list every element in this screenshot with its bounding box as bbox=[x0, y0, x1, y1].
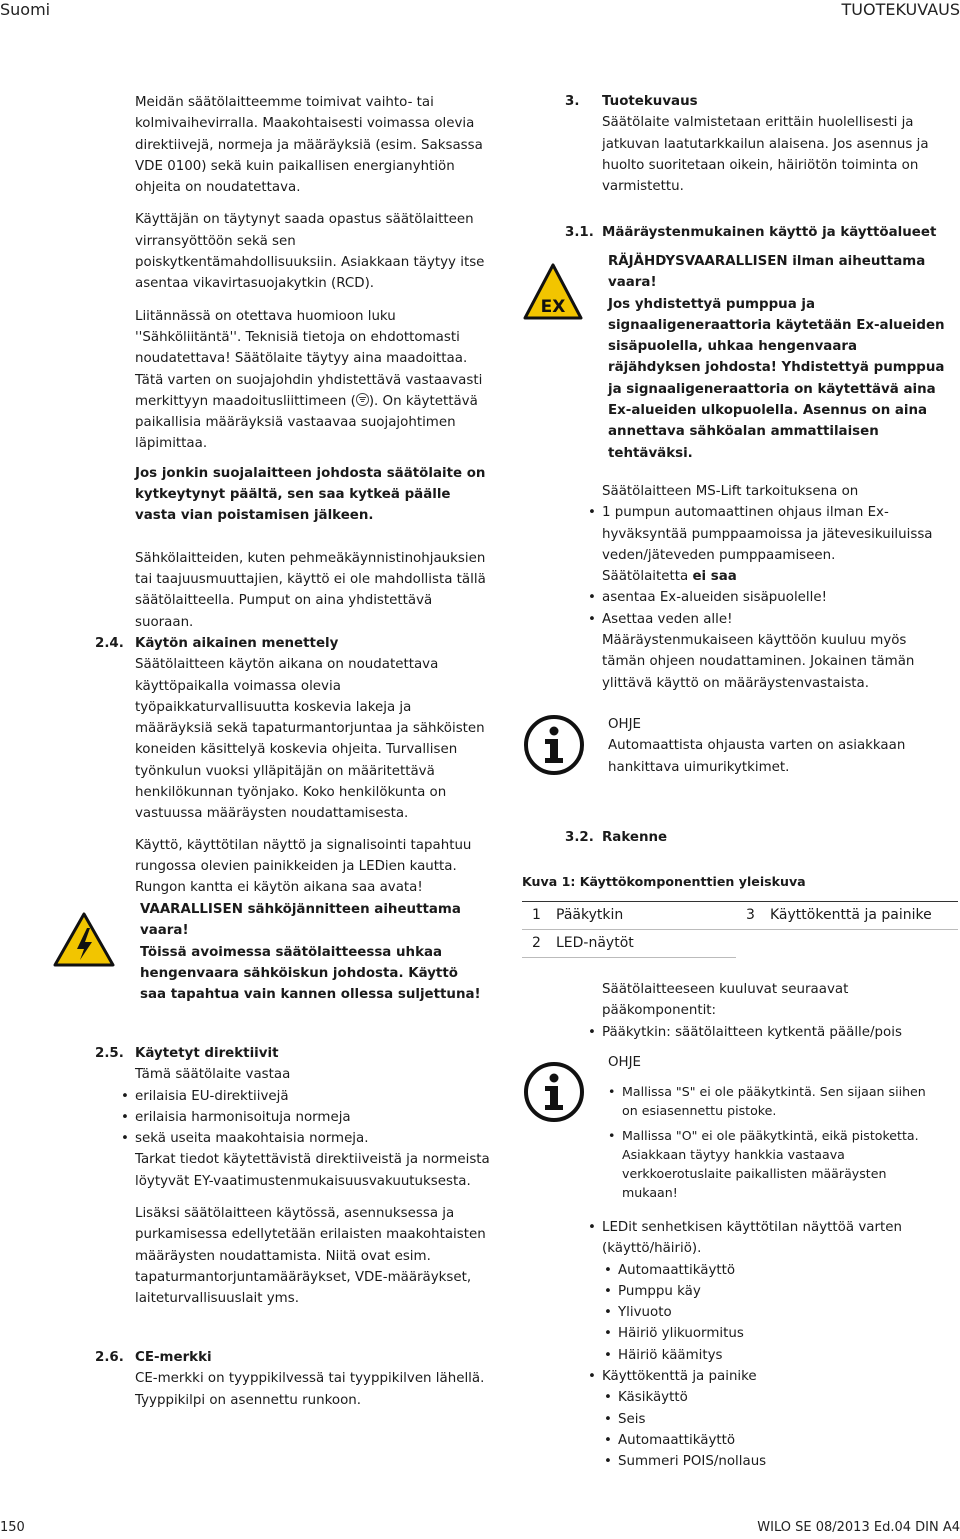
section-2-4 bbox=[135, 633, 487, 899]
paragraph-protection-bold: Jos jonkin suojalaitteen johdosta säätölaite on kytkeytynyt päältä, sen saa kytkeä päälle vasta vian poistamisen jälkeen. bbox=[135, 465, 486, 524]
explosion-warning-icon bbox=[522, 262, 584, 322]
voltage-warning-text: Töissä avoimessa säätölaitteessa uhkaa hengenvaara sähköiskun johdosta. Käyttö saa tapahtua vain kannen ollessa suljettuna! bbox=[140, 944, 481, 1003]
explosion-warning-title: RÄJÄHDYSVAARALLISEN ilman aiheuttama vaara! bbox=[608, 254, 926, 291]
section-number-3-2: 3.2. bbox=[565, 830, 594, 845]
section-3 bbox=[602, 91, 950, 197]
info-icon bbox=[522, 713, 586, 777]
section-title-3-2: Rakenne bbox=[602, 830, 668, 845]
paragraph-electrical-devices: Sähkölaitteiden, kuten pehmeäkäynnistinohjauksien tai taajuusmuuttajien, käyttö ei ole mahdollista tällä säätölaitteella. Pumput on aina yhdistettävä suoraan. bbox=[135, 550, 486, 630]
panel-sublist bbox=[604, 1387, 950, 1472]
list-item: • Summeri POIS/nollaus bbox=[604, 1451, 950, 1472]
use-intro: Säätölaitteen MS-Lift tarkoituksena on bbox=[602, 484, 859, 499]
directives-list bbox=[121, 1086, 490, 1150]
list-item: • LEDit senhetkisen käyttötilan näyttöä varten (käyttö/häiriö). bbox=[588, 1217, 942, 1260]
paragraph-product: Säätölaite valmistetaan erittäin huolellisesti ja jatkuvan laatutarkkailun alaisena. Jos asennus ja huolto suoritetaan oikein, häiriötön toiminta on varmistettu. bbox=[602, 115, 929, 195]
list-item: • 1 pumpun automaattinen ohjaus ilman Ex-hyväksyntää pumppaamoissa ja jätevesikuiluissa veden/jäteveden pumppaamiseen. bbox=[588, 502, 950, 566]
header-language: Suomi bbox=[0, 0, 51, 19]
led-list bbox=[588, 1217, 950, 1260]
list-item: • Pumppu käy bbox=[604, 1281, 950, 1302]
table-cell bbox=[766, 930, 958, 958]
table-cell: 3 bbox=[736, 902, 766, 930]
paragraph-regulations: Lisäksi säätölaitteen käytössä, asennuksessa ja purkamisessa edellytetään erilaisten maakohtaisten määräysten noudattamista. Niitä ovat esim. tapaturmantorjuntamääräykset, VDE-määräykset, laiteturvallisuuslait yms. bbox=[135, 1206, 486, 1307]
voltage-warning bbox=[140, 899, 485, 1005]
table-row bbox=[522, 930, 958, 958]
paragraph-operation-controls: Käyttö, käyttötilan näyttö ja signalisointi tapahtuu rungossa olevien painikkeiden ja LEDien kautta. Rungon kantta ei käytön aikana saa avata! bbox=[135, 837, 472, 896]
header-section: TUOTEKUVAUS bbox=[841, 0, 960, 19]
section-number-2-4: 2.4. bbox=[95, 636, 124, 651]
paragraph-connection: Liitännässä on otettava huomioon luku ''Sähköliitäntä''. Teknisiä tietoja on ehdottomasti noudatettava! Säätölaite täytyy aina maadoittaa. Tätä varten on suojajohdin yhdistettävä vastaavasti merkittyyn maadoitusliittimeen ( ). On käytettävä paikallisia määräyksiä vastaavaa suojajohtimen läpimittaa. bbox=[135, 308, 483, 452]
not-allowed-intro: Säätölaitetta ei saa bbox=[602, 569, 737, 585]
note-label: OHJE bbox=[608, 717, 642, 732]
section-number-2-5: 2.5. bbox=[95, 1046, 124, 1061]
earth-ground-symbol-icon bbox=[356, 393, 369, 406]
list-item: • asentaa Ex-alueiden sisäpuolelle! bbox=[588, 587, 950, 608]
paragraph-declaration: Tarkat tiedot käytettävistä direktiiveistä ja normeista löytyvät EY-vaatimustenmukaisuusvakuutuksesta. bbox=[135, 1152, 490, 1189]
section-2-6 bbox=[135, 1347, 487, 1411]
explosion-warning-text: Jos yhdistettyä pumppua ja signaaligeneraattoria käytetään Ex-alueiden sisäpuolella, uhkaa hengenvaara räjähdyksen johdosta! Yhdistettyä pumppua ja signaaligeneraattoria on käytettävä aina Ex-alueiden ulkopuolella. Asennus on aina annettava sähköalan ammattilaisen tehtäväksi. bbox=[608, 296, 945, 461]
led-sublist bbox=[604, 1260, 950, 1366]
section-title-3: Tuotekuvaus bbox=[602, 94, 698, 109]
list-item: • Automaattikäyttö bbox=[604, 1260, 950, 1281]
led-and-panel bbox=[588, 1217, 950, 1473]
components-intro: Säätölaitteeseen kuuluvat seuraavat pääkomponentit: bbox=[602, 982, 849, 1019]
use-list bbox=[588, 502, 950, 566]
section-title-2-6: CE-merkki bbox=[135, 1350, 212, 1365]
table-cell: LED-näytöt bbox=[552, 930, 736, 958]
list-item: • erilaisia harmonisoituja normeja bbox=[121, 1107, 490, 1128]
table-cell bbox=[736, 930, 766, 958]
intended-use bbox=[588, 481, 950, 694]
list-item: • Käsikäyttö bbox=[604, 1387, 950, 1408]
note-main-switch bbox=[608, 1052, 943, 1202]
list-item: • Seis bbox=[604, 1409, 950, 1430]
paragraph-intended-use: Määräystenmukaiseen käyttöön kuuluu myös tämän ohjeen noudattaminen. Jokainen tämän ylittävä käyttö on määräystenvastaista. bbox=[602, 633, 915, 691]
note-float-switch bbox=[608, 714, 948, 778]
list-item: • sekä useita maakohtaisia normeja. bbox=[121, 1128, 490, 1149]
paragraph-ce: CE-merkki on tyyppikilvessä tai tyyppikilven lähellä. Tyyppikilpi on asennettu runkoon. bbox=[135, 1371, 485, 1408]
ex-label: EX bbox=[540, 297, 566, 317]
figure-caption: Kuva 1: Käyttökomponenttien yleiskuva bbox=[522, 874, 806, 889]
list-item: • Asettaa veden alle! bbox=[588, 609, 950, 630]
not-allowed-list bbox=[588, 587, 950, 630]
note-text: Automaattista ohjausta varten on asiakkaan hankittava uimurikytkimet. bbox=[608, 738, 906, 775]
list-item: • Häiriö käämitys bbox=[604, 1345, 950, 1366]
main-components bbox=[588, 979, 950, 1043]
info-icon bbox=[522, 1060, 586, 1124]
section-number-3-1: 3.1. bbox=[565, 225, 594, 240]
list-item: • Automaattikäyttö bbox=[604, 1430, 950, 1451]
section-number-3: 3. bbox=[565, 94, 580, 109]
note-label: OHJE bbox=[608, 1055, 642, 1070]
list-item: • Mallissa "S" ei ole pääkytkintä. Sen sijaan siihen on esiasennettu pistoke. bbox=[608, 1082, 943, 1120]
directives-intro: Tämä säätölaite vastaa bbox=[135, 1067, 291, 1083]
table-cell: Pääkytkin bbox=[552, 902, 736, 930]
list-item: • Häiriö ylikuormitus bbox=[604, 1323, 950, 1344]
footer-publisher: WILO SE 08/2013 Ed.04 DIN A4 bbox=[757, 1520, 960, 1535]
section-title-2-4: Käytön aikainen menettely bbox=[135, 636, 339, 651]
panel-list bbox=[588, 1366, 950, 1387]
page-number: 150 bbox=[0, 1520, 25, 1535]
table-cell: Käyttökenttä ja painike bbox=[766, 902, 958, 930]
voltage-warning-title: VAARALLISEN sähköjännitteen aiheuttama vaara! bbox=[140, 902, 461, 939]
section-2-5 bbox=[135, 1043, 490, 1310]
components-table bbox=[522, 901, 958, 958]
list-item: • Pääkytkin: säätölaitteen kytkentä päälle/pois bbox=[588, 1022, 950, 1043]
paragraph-operation-safety: Säätölaitteen käytön aikana on noudatettava käyttöpaikalla voimassa olevia työpaikkaturvallisuutta koskevia lakeja ja määräyksiä sekä tapaturmantorjuntaa ja sähköisten koneiden käsittelyä koskevia ohjeita. Turvallisen työnkulun vuoksi ylläpitäjän on määritettävä henkilökunnan työnjako. Koko henkilökunta on vastuussa määräysten noudattamisesta. bbox=[135, 657, 485, 822]
list-item: • Mallissa "O" ei ole pääkytkintä, eikä pistoketta. Asiakkaan täytyy hankkia vastaava verkkoerotuslaite paikallisten määräysten mukaan! bbox=[608, 1126, 943, 1202]
explosion-warning bbox=[608, 251, 948, 464]
list-item: • Ylivuoto bbox=[604, 1302, 950, 1323]
table-row bbox=[522, 902, 958, 930]
paragraph-training: Käyttäjän on täytynyt saada opastus säätölaitteen virransyöttöön sekä sen poiskytkentämahdollisuuksiin. Asiakkaan täytyy itse asentaa vikavirtasuojakytkin (RCD). bbox=[135, 212, 485, 292]
section-number-2-6: 2.6. bbox=[95, 1350, 124, 1365]
high-voltage-warning-icon bbox=[52, 911, 116, 969]
section-title-2-5: Käytetyt direktiivit bbox=[135, 1046, 279, 1061]
table-cell: 1 bbox=[522, 902, 552, 930]
section-title-3-1: Määräystenmukainen käyttö ja käyttöalueet bbox=[602, 225, 937, 240]
components-list bbox=[588, 1022, 950, 1043]
table-cell: 2 bbox=[522, 930, 552, 958]
left-intro bbox=[135, 92, 487, 633]
list-item: • Käyttökenttä ja painike bbox=[588, 1366, 950, 1387]
list-item: • erilaisia EU-direktiivejä bbox=[121, 1086, 490, 1107]
paragraph-supply: Meidän säätölaitteemme toimivat vaihto- tai kolmivaihevirralla. Maakohtaisesti voimassa olevia direktiivejä, normeja ja määräyksiä (esim. Saksassa VDE 0100) sekä kuin paikallisen energianyhtiön ohjeita on noudatettava. bbox=[135, 95, 483, 196]
note-list bbox=[608, 1082, 943, 1202]
